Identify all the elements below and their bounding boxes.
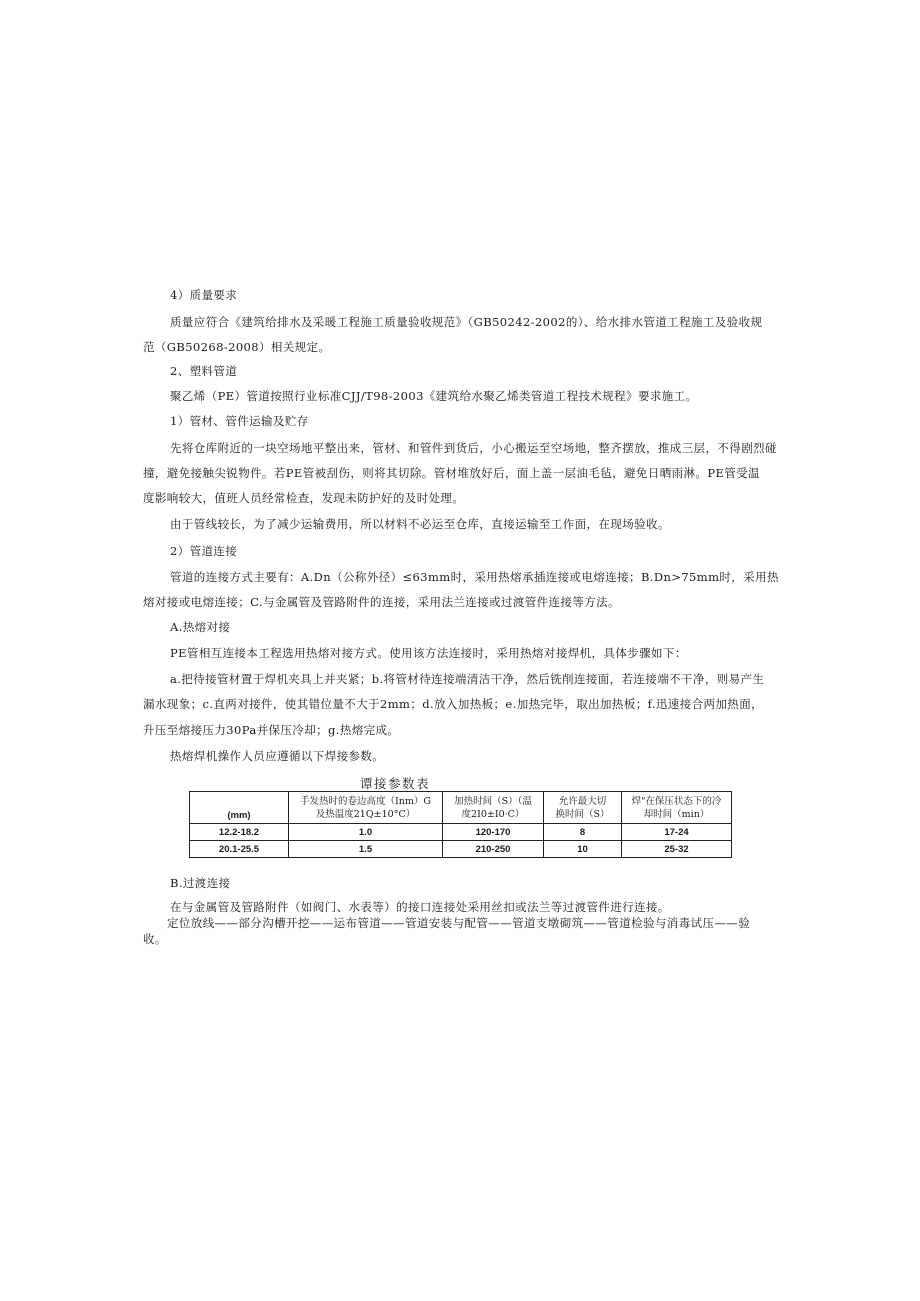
paragraph-line: 质量应符合《建筑给排水及采暖工程施工质量验收规范》（GB50242-2002的）、给水排水管道工程施工及验收规 bbox=[170, 315, 763, 329]
paragraph-line: 度影响较大，值班人员经常检查，发现未防护好的及时处理。 bbox=[143, 491, 465, 505]
paragraph-line: 热熔焊机操作人员应遵循以下焊接参数。 bbox=[170, 749, 385, 763]
header-text: 却时间（min） bbox=[643, 808, 710, 820]
header-text: 允许最大切 bbox=[558, 795, 607, 807]
paragraph-line: 熔对接或电熔连接；C.与金属管及管路附件的连接，采用法兰连接或过渡管件连接等方法。 bbox=[143, 595, 620, 609]
header-cell-switch-time bbox=[544, 792, 622, 824]
heading-transition-connection: B.过渡连接 bbox=[170, 876, 231, 890]
header-cell-diameter bbox=[190, 792, 289, 824]
table-cell: 1.0 bbox=[289, 824, 443, 841]
header-text: (mm) bbox=[227, 810, 251, 821]
heading-quality-requirements: 4）质量要求 bbox=[170, 288, 238, 302]
header-text: 及热温度21Q±10°C） bbox=[315, 808, 416, 820]
paragraph-line: 管道的连接方式主要有：A.Dn（公称外径）≤63mm时，采用热熔承插连接或电熔连接；B.Dn>75mm时，采用热 bbox=[170, 570, 779, 584]
process-flow-line: 收。 bbox=[143, 932, 167, 946]
heading-transport-storage: 1）管材、管件运输及贮存 bbox=[170, 414, 309, 428]
heading-pipe-connection: 2）管道连接 bbox=[170, 544, 238, 558]
header-text: 手发热时的卷边高度（Inm）G bbox=[300, 795, 431, 807]
header-text: 焊"在保压状态下的冷 bbox=[631, 795, 722, 807]
table-cell: 12.2-18.2 bbox=[190, 824, 289, 841]
paragraph-line: PE管相互连接本工程选用热熔对接方式。使用该方法连接时，采用热熔对接焊机，具体步骤如下： bbox=[170, 646, 687, 660]
paragraph-line: 范（GB50268-2008）相关规定。 bbox=[143, 340, 331, 354]
table-cell: 8 bbox=[544, 824, 622, 841]
header-text: 换时间（S） bbox=[555, 808, 610, 820]
header-text: 度2I0±I0·C） bbox=[461, 808, 525, 820]
paragraph-line: 撞，避免接触尖锐物件。若PE管被刮伤，则将其切除。管材堆放好后，面上盖一层油毛毡，避免日晒雨淋。PE管受温 bbox=[143, 466, 760, 480]
table-cell: 1.5 bbox=[289, 841, 443, 858]
process-flow-line: 定位放线——部分沟槽开挖——运布管道——管道安装与配管——管道支墩砌筑——管道检验与消毒试压——验 bbox=[167, 916, 751, 930]
paragraph-line: 先将仓库附近的一块空场地平整出来，管材、和管件到货后，小心搬运至空场地，整齐摆放，推成三层，不得剧烈碰 bbox=[170, 441, 777, 455]
header-text: 加热时间（S）（温 bbox=[454, 795, 532, 807]
paragraph-line: a.把待接管材置于焊机夹具上并夹紧；b.将管材待连接端清洁干净，然后铣削连接面，若连接端不干净，则易产生 bbox=[170, 672, 765, 686]
paragraph-line: 聚乙烯（PE）管道按照行业标准CJJ/T98-2003《建筑给水聚乙烯类管道工程技术规程》要求施工。 bbox=[170, 389, 698, 403]
paragraph-line: 由于管线较长，为了减少运输费用，所以材料不必运至仓库，直接运输至工作面，在现场验收。 bbox=[170, 517, 670, 531]
paragraph-line: 漏水现象；c.直两对接件，使其错位量不大于2mm；d.放入加热板；e.加热完毕，取出加热板；f.迅速接合两加热面， bbox=[143, 697, 763, 711]
table-cell: 210-250 bbox=[443, 841, 544, 858]
header-cell-heating-time bbox=[443, 792, 544, 824]
table-cell: 25-32 bbox=[622, 841, 732, 858]
header-cell-bead-height bbox=[289, 792, 443, 824]
table-header-row bbox=[190, 792, 732, 824]
table-cell: 10 bbox=[544, 841, 622, 858]
table-cell: 20.1-25.5 bbox=[190, 841, 289, 858]
welding-parameters-table bbox=[189, 791, 732, 858]
heading-plastic-pipe: 2、塑料管道 bbox=[170, 364, 238, 378]
table-title: 谭接参数表 bbox=[360, 776, 431, 791]
paragraph-line: 升压至熔接压力30Pa并保压冷却；g.热熔完成。 bbox=[143, 723, 400, 737]
table-cell: 120-170 bbox=[443, 824, 544, 841]
table-cell: 17-24 bbox=[622, 824, 732, 841]
header-cell-cooling-time bbox=[622, 792, 732, 824]
table-row bbox=[190, 824, 732, 841]
table-row bbox=[190, 841, 732, 858]
paragraph-line: 在与金属管及管路附件（如阀门、水表等）的接口连接处采用丝扣或法兰等过渡管件进行连接。 bbox=[170, 900, 670, 914]
heading-butt-fusion: A.热熔对接 bbox=[170, 620, 231, 634]
